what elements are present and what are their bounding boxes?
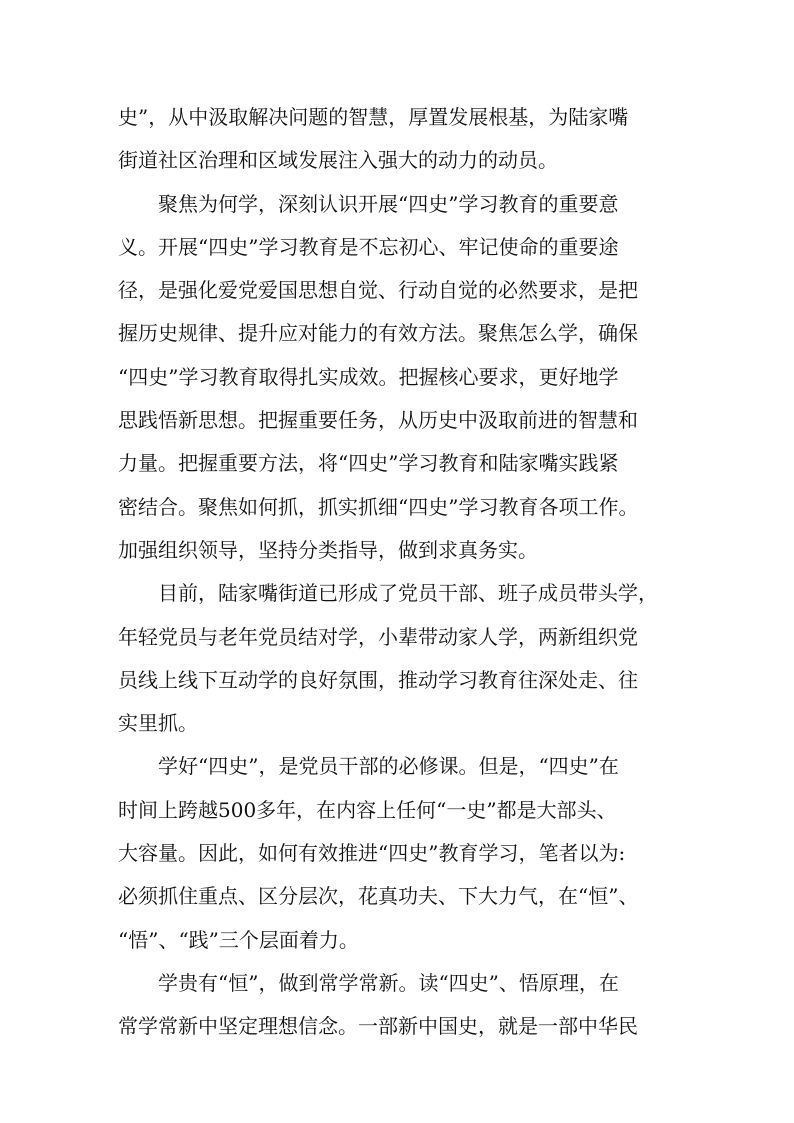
text-line: 力量。把握重要方法，将“四史”学习教育和陆家嘴实践紧 bbox=[118, 451, 619, 476]
text-line: 密结合。聚焦如何抓，抓实抓细“四史”学习教育各项工作。 bbox=[118, 494, 639, 519]
text-line: 街道社区治理和区域发展注入强大的动力的动员。 bbox=[118, 148, 558, 173]
text-line: 学贵有“恒”，做到常学常新。读“四史”、悟原理，在 bbox=[118, 970, 619, 995]
document-body bbox=[118, 96, 678, 1049]
text-line: 目前，陆家嘴街道已形成了党员干部、班子成员带头学， bbox=[118, 581, 658, 606]
text-line: 史”，从中汲取解决问题的智慧，厚置发展根基，为陆家嘴 bbox=[118, 105, 629, 129]
text-line: “四史”学习教育取得扎实成效。把握核心要求，更好地学 bbox=[118, 364, 619, 389]
text-line: 思践悟新思想。把握重要任务，从历史中汲取前进的智慧和 bbox=[118, 408, 638, 433]
text-line: 加强组织领导，坚持分类指导，做到求真务实。 bbox=[118, 537, 538, 562]
text-line: 学好“四史”，是党员干部的必修课。但是，“四史”在 bbox=[118, 754, 619, 779]
text-line: 实里抓。 bbox=[118, 711, 198, 736]
text-line: 大容量。因此，如何有效推进“四史”教育学习，笔者以为: bbox=[118, 841, 626, 866]
text-line: 径，是强化爱党爱国思想自觉、行动自觉的必然要求，是把 bbox=[118, 278, 638, 303]
text-line: 必须抓住重点、区分层次，花真功夫、下大力气，在“恒”、 bbox=[118, 884, 639, 909]
text-line: 年轻党员与老年党员结对学，小辈带动家人学，两新组织党 bbox=[118, 624, 638, 649]
text-line: “悟”、“践”三个层面着力。 bbox=[118, 927, 359, 952]
text-line: 握历史规律、提升应对能力的有效方法。聚焦怎么学，确保 bbox=[118, 321, 638, 346]
text-line: 常学常新中坚定理想信念。一部新中国史，就是一部中华民 bbox=[118, 1014, 638, 1039]
text-line: 义。开展“四史”学习教育是不忘初心、牢记使命的重要途 bbox=[118, 234, 619, 259]
text-line: 聚焦为何学，深刻认识开展“四史”学习教育的重要意 bbox=[118, 191, 619, 216]
text-line: 员线上线下互动学的良好氛围，推动学习教育往深处走、往 bbox=[118, 667, 638, 692]
text-line: 时间上跨越500多年，在内容上任何“一史”都是大部头、 bbox=[118, 797, 617, 822]
